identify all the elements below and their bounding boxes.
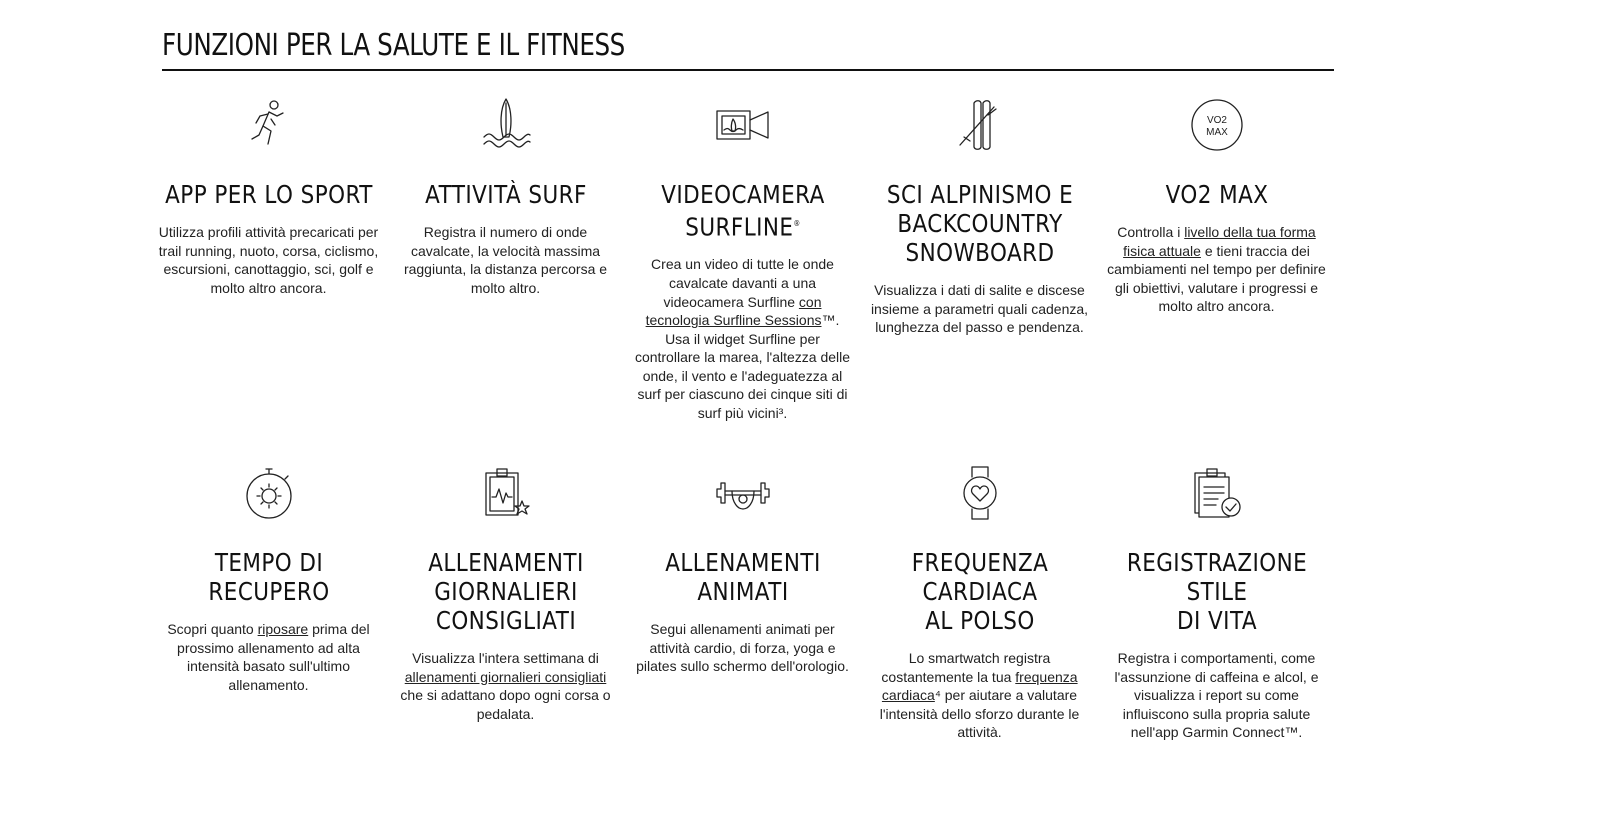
feature-title: ATTIVITÀ SURF — [424, 180, 587, 209]
clipboard-star-icon — [476, 463, 536, 523]
feature-animated-workouts — [624, 463, 861, 742]
features-row-2 — [150, 463, 1350, 742]
feature-lifestyle-logging — [1098, 463, 1335, 742]
rest-link[interactable]: riposare — [257, 621, 309, 637]
features-row-1 — [150, 95, 1350, 423]
feature-title: ALLENAMENTI ANIMATI — [664, 548, 821, 606]
video-camera-icon — [713, 95, 773, 155]
surfboard-icon — [476, 95, 536, 155]
feature-description: Registra il numero di onde cavalcate, la velocità massima raggiunta, la distanza percorsa e molto altro. — [403, 224, 608, 296]
feature-surfline-camera — [624, 95, 861, 423]
feature-description: Lo smartwatch registra costantemente la tua frequenza cardiaca⁴ per aiutare a valutare l'intensità dello sforzo durante le attività. — [879, 650, 1080, 741]
fitness-level-link[interactable]: livello della tua forma fisica attuale — [1123, 224, 1316, 259]
feature-description: Scopri quanto riposare prima del prossimo allenamento ad alta intensità basato sull'ultimo allenamento. — [167, 621, 370, 693]
watch-heart-icon — [950, 463, 1010, 523]
section-title: FUNZIONI PER LA SALUTE E IL FITNESS — [162, 28, 625, 63]
heart-rate-link[interactable]: frequenza cardiaca — [881, 668, 1078, 704]
feature-description: Controlla i livello della tua forma fisica attuale e tieni traccia dei cambiamenti nel tempo per definire gli obiettivi, valutare i progressi e molto altro ancora. — [1107, 224, 1326, 315]
feature-description: Crea un video di tutte le onde cavalcate davanti a una videocamera Surfline con tecnologia Surfline Sessions™. Usa il widget Surfline per controllare la marea, l'altezza delle onde, il vento e l'adeguatezza al surf per ciascuno dei cinque siti di surf più vicini³. — [634, 256, 851, 422]
feature-title: SCI ALPINISMO E BACKCOUNTRY SNOWBOARD — [886, 180, 1073, 267]
feature-description: Segui allenamenti animati per attività cardio, di forza, yoga e pilates sullo schermo dell'orologio. — [636, 621, 849, 675]
feature-daily-workouts — [387, 463, 624, 742]
svg-text:MAX: MAX — [1205, 127, 1228, 138]
feature-description: Utilizza profili attività precaricati per trail running, nuoto, corsa, ciclismo, escursioni, canottaggio, sci, golf e molto altro ancora. — [158, 224, 379, 296]
vo2max-icon — [1187, 95, 1247, 155]
feature-title: ALLENAMENTI GIORNALIERI CONSIGLIATI — [427, 548, 584, 635]
dumbbell-icon — [713, 463, 773, 523]
feature-description: Registra i comportamenti, come l'assunzione di caffeina e alcol, e visualizza i report su come influiscono sulla propria salute nell'app Garmin Connect™. — [1114, 650, 1319, 741]
feature-wrist-heart-rate — [861, 463, 1098, 742]
feature-description: Visualizza l'intera settimana di allenamenti giornalieri consigliati che si adattano dopo ogni corsa o pedalata. — [400, 650, 611, 722]
feature-title: TEMPO DI RECUPERO — [207, 548, 330, 606]
ski-icon — [950, 95, 1010, 155]
report-check-icon — [1187, 463, 1247, 523]
feature-ski-touring — [861, 95, 1098, 423]
feature-title: FREQUENZA CARDIACA AL POLSO — [911, 548, 1048, 635]
feature-vo2max — [1098, 95, 1335, 423]
runner-icon — [239, 95, 299, 155]
feature-title: VIDEOCAMERA SURFLINE® — [660, 180, 825, 242]
feature-description: Visualizza i dati di salite e discese insieme a parametri quali cadenza, lunghezza del passo e pendenza. — [870, 282, 1089, 336]
daily-workouts-link[interactable]: allenamenti giornalieri consigliati — [404, 668, 607, 685]
title-divider — [162, 69, 1334, 71]
svg-text:VO2: VO2 — [1206, 115, 1227, 126]
feature-title: VO2 MAX — [1165, 180, 1268, 209]
surfline-sessions-link[interactable]: con tecnologia Surfline Sessions — [645, 293, 822, 329]
registered-mark: ® — [792, 219, 801, 228]
feature-surf-activity — [387, 95, 624, 423]
stopwatch-sun-icon — [239, 463, 299, 523]
feature-title: APP PER LO SPORT — [164, 180, 373, 209]
feature-recovery-time — [150, 463, 387, 742]
feature-sport-apps — [150, 95, 387, 423]
feature-title: REGISTRAZIONE STILE DI VITA — [1126, 548, 1307, 635]
